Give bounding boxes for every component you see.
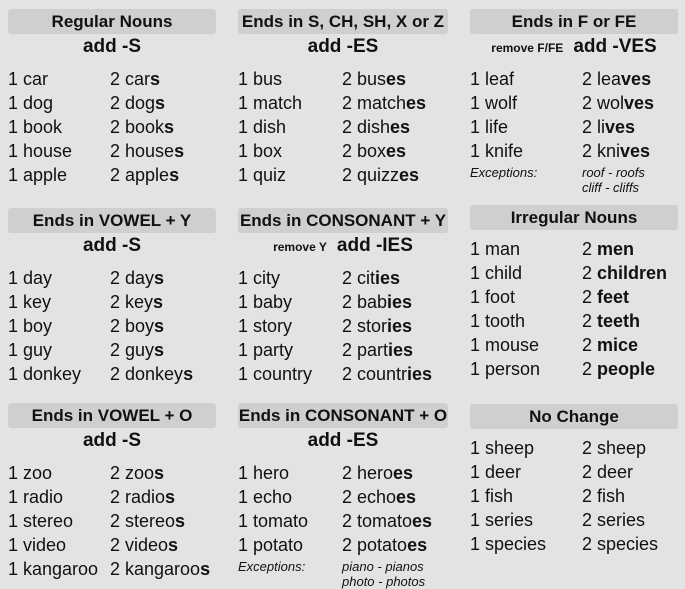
plural-suffix: es [399,165,420,185]
plural-word [110,511,185,532]
word-row [470,93,678,117]
card-vowel-y [8,208,216,388]
plural-suffix: s [164,117,175,137]
plural-base: 2 lea [582,69,622,89]
rule-label [8,235,216,257]
plural-base: 2 deer [582,462,634,482]
word-row [238,141,448,165]
singular-word: 1 box [238,141,283,161]
plural-suffix: s [150,69,161,89]
card-title: Ends in VOWEL + Y [8,208,216,233]
plural-base: 2 [582,335,598,355]
word-row [8,487,216,511]
plural-suffix: s [155,93,166,113]
plural-suffix: s [154,340,165,360]
word-list [8,463,216,583]
plural-base: 2 potato [342,535,408,555]
plural-suffix: s [165,487,176,507]
singular-word: 1 day [8,268,53,288]
plural-suffix: es [393,463,414,483]
exceptions-label: Exceptions: [238,559,306,574]
plural-word [342,268,400,289]
singular-word: 1 echo [238,487,293,507]
plural-base: 2 radio [110,487,166,507]
plural-base: 2 house [110,141,175,161]
rule-label [238,36,448,58]
plural-base: 2 [582,263,598,283]
singular-word: 1 video [8,535,67,555]
plural-word [110,141,184,162]
card-vowel-o [8,403,216,583]
plural-suffix: ies [388,340,414,360]
plural-base: 2 li [582,117,606,137]
singular-word: 1 wolf [470,93,518,113]
word-row [238,535,448,559]
card-title: Ends in CONSONANT + O [238,403,448,428]
word-row [238,511,448,535]
plural-suffix: s [168,535,179,555]
plural-word [342,93,426,114]
plural-suffix: s [183,364,194,384]
word-row [8,535,216,559]
singular-word: 1 life [470,117,509,137]
plural-suffix: es [390,117,411,137]
singular-word: 1 country [238,364,313,384]
plural-word [110,487,175,508]
plural-word [110,93,165,114]
singular-word: 1 potato [238,535,304,555]
word-list [8,69,216,189]
plural-base: 2 stor [342,316,388,336]
word-row [238,316,448,340]
exceptions-block [470,165,678,195]
plural-base: 2 cit [342,268,376,288]
rule-text: add -S [82,430,142,451]
exception-example: piano - pianos [342,559,424,574]
plural-word [342,69,406,90]
plural-base: 2 boy [110,316,155,336]
singular-word: 1 man [470,239,521,259]
singular-word: 1 species [470,534,547,554]
singular-word: 1 zoo [8,463,53,483]
plural-suffix: es [386,141,407,161]
word-row [238,165,448,189]
rule-label [238,235,448,257]
word-row [8,268,216,292]
plural-word [582,486,625,507]
plural-word [110,268,164,289]
singular-word: 1 book [8,117,63,137]
exception-example: photo - photos [342,574,426,589]
plural-suffix: people [597,359,656,379]
plural-word [110,292,163,313]
plural-base: 2 kangaroo [110,559,201,579]
plural-word [110,535,178,556]
plural-word [582,359,655,380]
word-list [238,268,448,388]
card-title: Ends in S, CH, SH, X or Z [238,9,448,34]
word-row [8,511,216,535]
plural-suffix: ies [387,316,413,336]
card-title: Regular Nouns [8,9,216,34]
singular-word: 1 guy [8,340,53,360]
plural-base: 2 [582,287,598,307]
plural-word [582,117,635,138]
plural-base: 2 fish [582,486,626,506]
rule-text: add -ES [307,430,379,451]
plural-word [342,535,427,556]
plural-word [342,340,413,361]
plural-word [582,510,645,531]
word-list [470,69,678,195]
singular-word: 1 tomato [238,511,309,531]
plural-base: 2 guy [110,340,155,360]
word-row [238,463,448,487]
plural-base: 2 bus [342,69,387,89]
plural-word [582,287,629,308]
plural-base: 2 book [110,117,165,137]
plural-word [582,93,654,114]
plural-word [582,438,646,459]
plural-base: 2 donkey [110,364,184,384]
word-row [8,141,216,165]
word-row [8,117,216,141]
plural-word [582,462,633,483]
plural-word [582,69,651,90]
exception-example: roof - roofs [582,165,645,180]
rule-label [8,430,216,452]
plural-base: 2 sheep [582,438,647,458]
remove-note: remove Y [273,240,327,254]
word-row [8,316,216,340]
rule-text: add -S [82,235,142,256]
card-regular-nouns [8,9,216,189]
word-row [8,364,216,388]
singular-word: 1 foot [470,287,516,307]
plural-word [110,364,193,385]
word-row [470,462,678,486]
card-irregular-nouns [470,205,678,390]
plural-word [582,534,658,555]
plural-suffix: s [200,559,211,579]
word-row [8,165,216,189]
plural-word [110,463,164,484]
word-row [470,335,678,359]
card-s-ch-sh-x-z [238,9,448,189]
word-list [470,438,678,558]
word-row [8,292,216,316]
plural-suffix: s [153,292,164,312]
word-row [470,510,678,534]
plural-base: 2 car [110,69,151,89]
rule-label [470,36,678,58]
card-no-change [470,404,678,584]
plural-base: 2 [582,311,598,331]
plural-word [110,165,179,186]
plural-suffix: s [174,141,185,161]
plural-base: 2 countr [342,364,408,384]
word-row [470,438,678,462]
plural-base: 2 video [110,535,169,555]
singular-word: 1 match [238,93,303,113]
rule-text: add -S [82,36,142,57]
singular-word: 1 hero [238,463,290,483]
plural-suffix: ies [387,292,413,312]
card-title: No Change [470,404,678,429]
exceptions-label: Exceptions: [470,165,538,180]
singular-word: 1 mouse [470,335,540,355]
card-title: Ends in CONSONANT + Y [238,208,448,233]
singular-word: 1 key [8,292,52,312]
plural-suffix: s [169,165,180,185]
word-row [470,287,678,311]
plural-base: 2 stereo [110,511,176,531]
plural-base: 2 apple [110,165,170,185]
singular-word: 1 fish [470,486,514,506]
plural-word [582,311,640,332]
rule-text: add -ES [307,36,379,57]
word-list [8,268,216,388]
singular-word: 1 party [238,340,294,360]
plural-base: 2 kni [582,141,621,161]
singular-word: 1 baby [238,292,293,312]
word-row [238,340,448,364]
plural-word [342,487,416,508]
plural-base: 2 dog [110,93,156,113]
singular-word: 1 bus [238,69,283,89]
plural-suffix: s [154,268,165,288]
word-row [238,268,448,292]
plural-word [342,141,406,162]
plural-word [582,263,667,284]
rule-text: add -IES [336,235,413,256]
singular-word: 1 child [470,263,523,283]
plural-suffix: ies [407,364,433,384]
exception-example: cliff - cliffs [582,180,640,195]
singular-word: 1 series [470,510,534,530]
singular-word: 1 sheep [470,438,535,458]
card-title: Ends in VOWEL + O [8,403,216,428]
singular-word: 1 leaf [470,69,515,89]
plural-word [342,292,412,313]
plural-word [582,239,634,260]
plural-suffix: ves [624,93,655,113]
card-title: Ends in F or FE [470,9,678,34]
plural-suffix: children [597,263,668,283]
plural-word [342,316,412,337]
plural-suffix: es [386,69,407,89]
plural-base: 2 [582,359,598,379]
card-title: Irregular Nouns [470,205,678,230]
plural-base: 2 wol [582,93,625,113]
plural-word [110,559,210,580]
plural-suffix: mice [597,335,639,355]
word-list [470,239,678,383]
plural-suffix: ies [375,268,401,288]
plural-suffix: s [154,316,165,336]
word-row [8,559,216,583]
singular-word: 1 car [8,69,49,89]
word-row [8,93,216,117]
plural-base: 2 match [342,93,407,113]
plural-word [582,141,650,162]
word-row [470,311,678,335]
plural-word [342,463,413,484]
plural-word [110,117,174,138]
singular-word: 1 donkey [8,364,82,384]
word-row [470,69,678,93]
plural-word [342,165,419,186]
plural-base: 2 zoo [110,463,155,483]
plural-word [110,69,160,90]
plural-base: 2 echo [342,487,397,507]
rule-label [8,36,216,58]
word-row [470,239,678,263]
plural-base: 2 day [110,268,155,288]
plural-suffix: ves [605,117,636,137]
word-row [8,463,216,487]
plural-word [342,117,410,138]
card-consonant-y [238,208,448,388]
plural-suffix: men [597,239,635,259]
word-list [238,463,448,589]
plural-suffix: es [407,535,428,555]
singular-word: 1 boy [8,316,53,336]
rule-text: add -VES [573,36,657,57]
word-row [470,263,678,287]
plural-base: 2 bab [342,292,388,312]
singular-word: 1 knife [470,141,524,161]
plural-suffix: es [406,93,427,113]
plural-suffix: s [154,463,165,483]
singular-word: 1 stereo [8,511,74,531]
plural-suffix: es [412,511,433,531]
plural-word [342,364,432,385]
plural-word [110,316,164,337]
remove-note: remove F/FE [491,41,564,55]
word-list [238,69,448,189]
plural-base: 2 series [582,510,646,530]
plural-base: 2 species [582,534,659,554]
singular-word: 1 dog [8,93,54,113]
singular-word: 1 person [470,359,541,379]
plural-base: 2 quizz [342,165,400,185]
plural-base: 2 dish [342,117,391,137]
singular-word: 1 quiz [238,165,287,185]
plural-suffix: ves [621,69,652,89]
exceptions-block [238,559,448,589]
plural-suffix: feet [597,287,630,307]
word-row [8,340,216,364]
word-row [238,487,448,511]
word-row [238,364,448,388]
word-row [470,534,678,558]
word-row [470,486,678,510]
word-row [238,292,448,316]
plural-base: 2 key [110,292,154,312]
plural-base: 2 box [342,141,387,161]
singular-word: 1 radio [8,487,64,507]
card-f-or-fe [470,9,678,195]
plural-base: 2 hero [342,463,394,483]
plural-word [582,335,638,356]
word-row [238,93,448,117]
word-row [470,141,678,165]
word-row [470,359,678,383]
card-consonant-o [238,403,448,589]
plural-base: 2 tomato [342,511,413,531]
singular-word: 1 city [238,268,281,288]
plural-suffix: es [396,487,417,507]
word-row [470,117,678,141]
plural-word [110,340,164,361]
plural-base: 2 [582,239,598,259]
word-row [8,69,216,93]
plural-suffix: ves [620,141,651,161]
rule-label [238,430,448,452]
plural-word [342,511,432,532]
plural-suffix: s [175,511,186,531]
plural-suffix: teeth [597,311,641,331]
word-row [238,69,448,93]
singular-word: 1 deer [470,462,522,482]
singular-word: 1 dish [238,117,287,137]
singular-word: 1 story [238,316,293,336]
singular-word: 1 apple [8,165,68,185]
word-row [238,117,448,141]
singular-word: 1 house [8,141,73,161]
plural-base: 2 part [342,340,389,360]
singular-word: 1 tooth [470,311,526,331]
singular-word: 1 kangaroo [8,559,99,579]
